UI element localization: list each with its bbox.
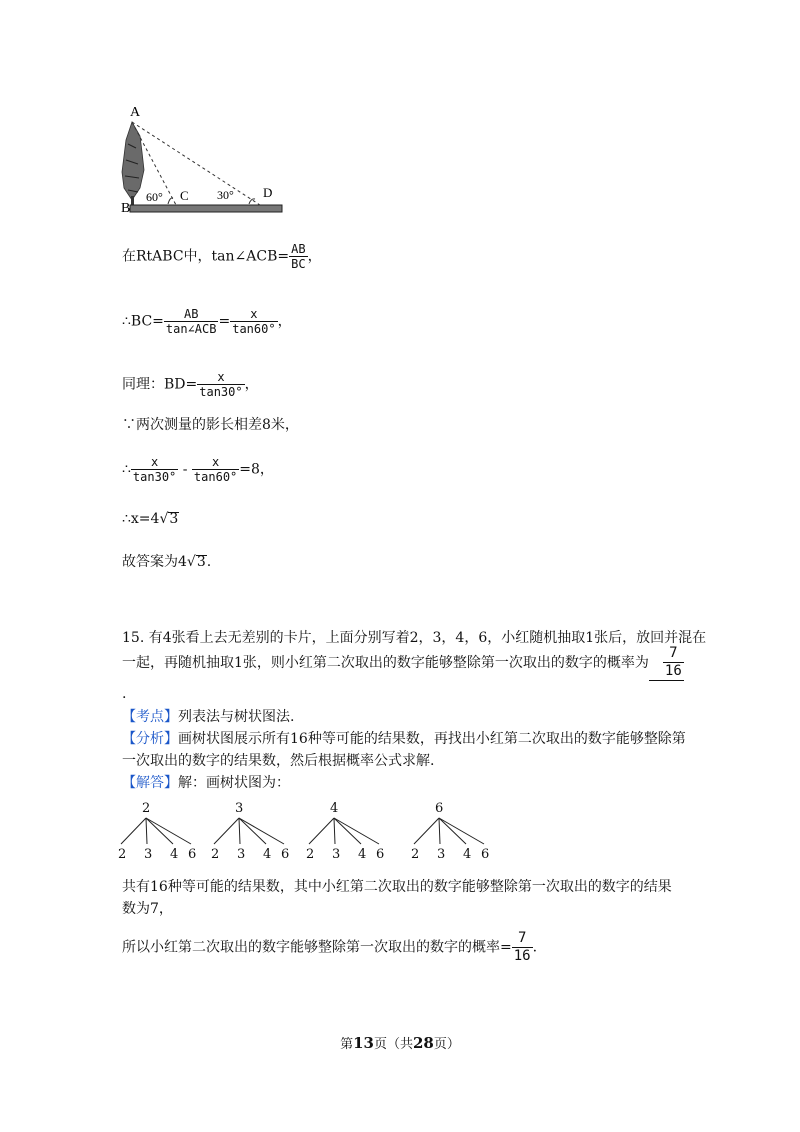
- fraction-x-tan60: $\frac{x}{\tan 60^\circ}$: [232, 307, 276, 336]
- fraction-ab-bc: $\frac{AB}{BC}$: [291, 242, 306, 271]
- solution-line-4: ∵两次测量的影长相差8米，: [122, 417, 299, 433]
- probability-fraction: $\frac{7}{16}$: [513, 930, 531, 964]
- sqrt-symbol: √: [186, 554, 196, 570]
- conclusion-line-3: 所以小红第二次取出的数字能够整除第一次取出的数字的概率= $\frac{7}{16}$ .: [122, 930, 538, 964]
- label-b: B: [121, 201, 131, 216]
- tree-root: 6: [435, 801, 444, 816]
- conclusion-line-1: 共有16种等可能的结果数，其中小红第二次取出的数字能够整除第一次取出的数字的结果: [122, 879, 672, 895]
- solution-line-2: ∴BC= $\frac{AB}{\text{tan∠ACB}}$ = $\frac{x}{\tan 60^\circ}$ ，: [122, 307, 292, 336]
- tree-root: 3: [235, 801, 244, 816]
- tree-diagrams: [114, 796, 494, 868]
- tree-leaf: 6: [481, 847, 490, 862]
- solution-line-1: 在RtABC中，tan∠ACB= $\frac{AB}{BC}$ ，: [122, 242, 322, 271]
- tree-branch: [334, 818, 335, 844]
- fraction-ab-tanacb: $\frac{AB}{\text{tan∠ACB}}$: [165, 307, 217, 336]
- question-15-line-1: 15. 有4张看上去无差别的卡片，上面分别写着2，3，4，6，小红随机抽取1张后，放回并混在: [122, 630, 707, 646]
- conclusion-line-2: 数为7，: [122, 901, 173, 917]
- solution-line-5: ∴ $\frac{x}{\tan 30^\circ}$ - $\frac{x}{\tan 60^\circ}$ =8，: [122, 455, 274, 484]
- tree-branch: [414, 818, 439, 844]
- tree-leaf: 6: [188, 847, 197, 862]
- fraction-x-tan60-b: $\frac{x}{\tan 60^\circ}$: [193, 455, 238, 484]
- jieda-line: 【解答】解：画树状图为：: [122, 775, 290, 791]
- tree-leaf: 3: [437, 847, 446, 862]
- fraction-x-tan30-b: $\frac{x}{\tan 30^\circ}$: [132, 455, 177, 484]
- solution-line-7: 故答案为4√3.: [122, 554, 212, 570]
- page-number: 13: [353, 1034, 374, 1052]
- fraction-x-tan30: $\frac{x}{\tan 30^\circ}$: [199, 370, 243, 399]
- tree-shadow-figure: [110, 100, 300, 220]
- question-15-line-2: 一起，再随机抽取1张，则小红第二次取出的数字能够整除第一次取出的数字的概率为 $\frac{7}{16}$: [122, 645, 682, 679]
- tree-leaf: 2: [118, 847, 127, 862]
- tree-branch: [439, 818, 440, 844]
- sqrt-symbol: √: [159, 511, 169, 527]
- jieda-tag: 【解答】: [122, 775, 178, 791]
- tree-2: [118, 801, 196, 862]
- kaodian-tag: 【考点】: [122, 709, 178, 725]
- tree-leaf: 2: [211, 847, 220, 862]
- tree-4: [306, 801, 384, 862]
- tree-3: [211, 801, 289, 862]
- tree-branch: [309, 818, 334, 844]
- page-footer: 第13页（共28页）: [340, 1034, 460, 1052]
- tree-leaf: 2: [306, 847, 315, 862]
- label-c: C: [180, 188, 189, 203]
- angle-60-label: 60°: [146, 190, 163, 204]
- label-a: A: [130, 105, 141, 120]
- fenxi-line-1: 【分析】画树状图展示所有16种等可能的结果数，再找出小红第二次取出的数字能够整除第: [122, 731, 686, 747]
- tree-branch: [239, 818, 240, 844]
- tree-leaf: 2: [411, 847, 420, 862]
- tree-branch: [121, 818, 146, 844]
- tree-branch: [146, 818, 147, 844]
- tree-leaf: 4: [170, 847, 179, 862]
- tree-root: 4: [330, 801, 339, 816]
- tree-root: 2: [142, 801, 151, 816]
- tree-leaf: 4: [463, 847, 472, 862]
- ground-bar: [130, 205, 282, 212]
- tree-leaf: 4: [263, 847, 272, 862]
- fenxi-tag: 【分析】: [122, 731, 178, 747]
- solution-line-6: ∴x=4√3: [122, 511, 179, 527]
- tree-6: [411, 801, 489, 862]
- tree-leaf: 6: [281, 847, 290, 862]
- tree-leaf: 6: [376, 847, 385, 862]
- tree-leaf: 4: [358, 847, 367, 862]
- tree-leaf: 3: [144, 847, 153, 862]
- question-15-dot: .: [122, 686, 127, 702]
- solution-line-3: 同理：BD= $\frac{x}{\tan 30^\circ}$ ，: [122, 370, 259, 399]
- tree-leaf: 3: [332, 847, 341, 862]
- fenxi-line-2: 一次取出的数字的结果数，然后根据概率公式求解.: [122, 753, 435, 769]
- label-d: D: [263, 185, 273, 200]
- kaodian-line: 【考点】列表法与树状图法.: [122, 709, 295, 725]
- total-pages: 28: [413, 1034, 434, 1052]
- tree-branch: [214, 818, 239, 844]
- angle-30-label: 30°: [217, 188, 234, 202]
- tree-icon: [122, 122, 144, 208]
- tree-leaf: 3: [237, 847, 246, 862]
- answer-fraction: $\frac{7}{16}$: [649, 645, 684, 681]
